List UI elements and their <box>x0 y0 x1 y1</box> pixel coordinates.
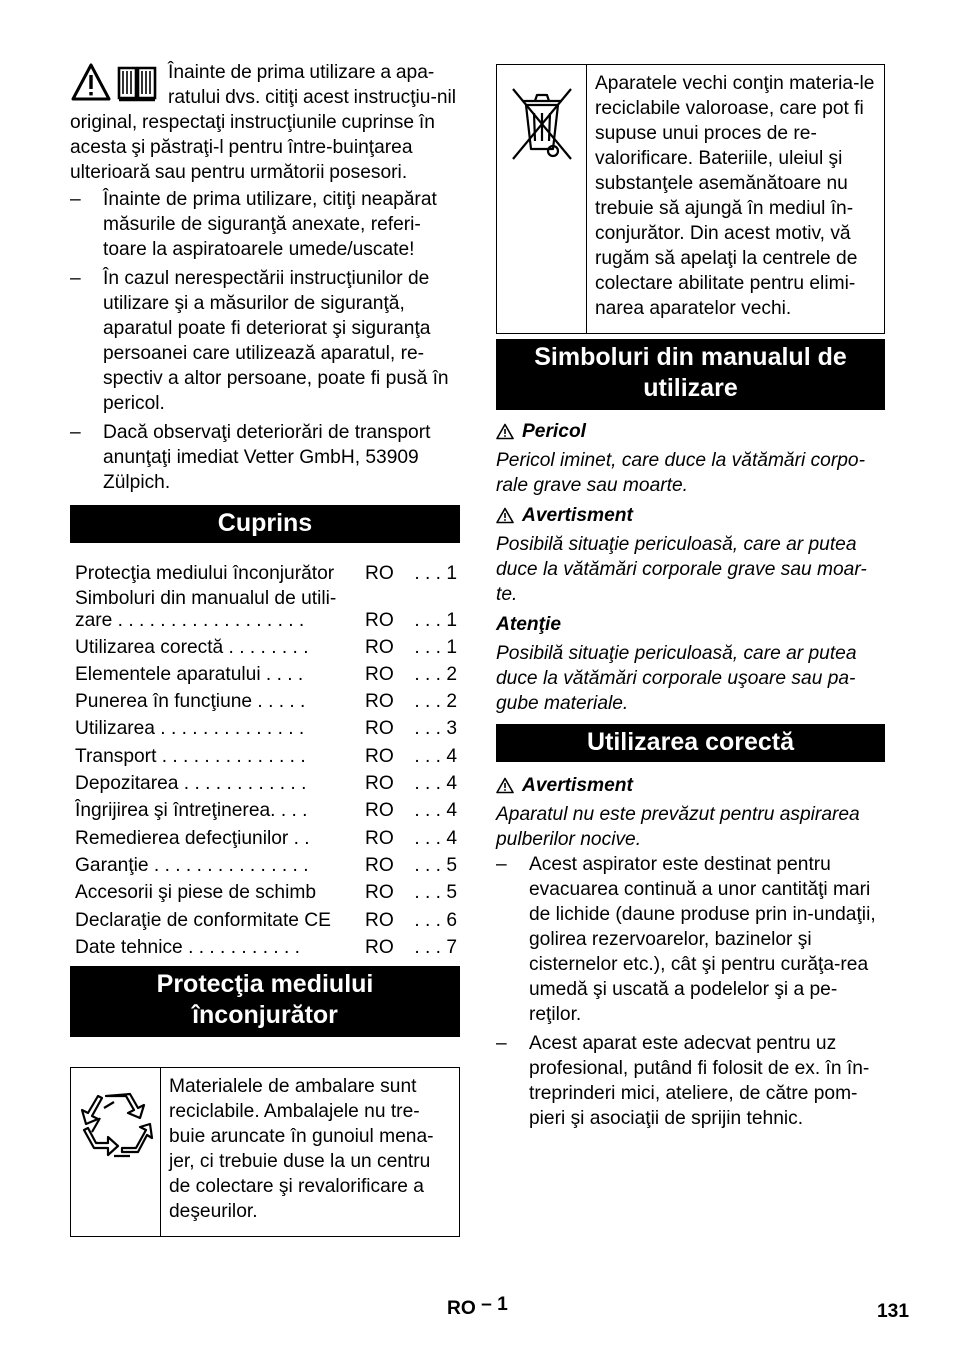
toc-lang: RO <box>365 718 394 740</box>
toc-title <box>75 588 365 632</box>
list-item-text: Dacă observaţi deteriorări de transport anunţaţi imediat Vetter GmbH, 53909 Zülpich. <box>103 422 431 493</box>
toc-lang: RO <box>365 610 394 632</box>
toc-row[interactable] <box>70 744 460 769</box>
toc-page: . . . 5 <box>414 882 457 904</box>
intro-paragraph <box>70 60 460 185</box>
list-item-text: Acest aspirator este destinat pentru evacuarea continuă a unor cantităţi mari de lichide (daune produse prin in-undaţii, golirea rezervoarelor, bazinelor şi cisternelor etc.), cât şi pentru curăţa-rea umedă şi uscată a podelelor şi a pe-reţilor. <box>529 854 876 1025</box>
toc-lang: RO <box>365 691 394 713</box>
dash-marker: – <box>496 1033 507 1054</box>
intro-text: Înainte de prima utilizare a apa-ratului dvs. citiţi acest instrucţiu-nil original, respectaţi instrucţiunile cuprinse în acesta şi păstraţi-l pentru între-buinţarea ulterioară sau pentru următorii posesori. <box>70 62 457 183</box>
dash-marker: – <box>70 422 81 443</box>
dash-marker: – <box>70 268 81 289</box>
disposal-icon-cell <box>497 65 587 333</box>
utilizarea-avertisment-title <box>496 773 885 798</box>
toc-title: Utilizarea corectă . . . . . . . . <box>75 636 309 658</box>
toc-title: Elementele aparatului . . . . <box>75 663 304 685</box>
toc-row[interactable] <box>70 880 460 905</box>
toc-page: . . . 4 <box>414 827 457 849</box>
toc-lang: RO <box>365 800 394 822</box>
list-item <box>70 420 460 495</box>
disposal-text: Aparatele vechi conţin materia-le reciclabile valoroase, care pot fi supuse unui proces de re-valorificare. Bateriile, uleiul şi substanţele asemănătoare nu trebuie să ajungă în mediul în-conjurător. Din acest motiv, vă rugăm să apelaţi la centrele de colectare abilitate pentru elimi-narea aparatelor vechi. <box>595 73 875 319</box>
toc-row[interactable] <box>70 588 460 632</box>
list-item <box>70 187 460 262</box>
toc-title-line2: zare . . . . . . . . . . . . . . . . . . <box>75 610 305 632</box>
utilizarea-list <box>496 852 885 1131</box>
toc-page: . . . 6 <box>414 909 457 931</box>
recycling-icon-cell <box>71 1068 161 1236</box>
list-item <box>496 1031 885 1131</box>
toc-row[interactable] <box>70 798 460 823</box>
left-column <box>70 60 460 1237</box>
footer-section-marker <box>447 1296 508 1321</box>
toc-page: . . . 7 <box>414 936 457 958</box>
atentie-text: Posibilă situaţie periculoasă, care ar putea duce la vătămări corporale uşoare sau pa-gube materiale. <box>496 643 857 714</box>
warning-triangle-icon <box>496 423 514 440</box>
list-item-text: În cazul nerespectării instrucţiunilor de utilizare şi a măsurilor de siguranţă, aparatul poate fi deteriorat şi siguranţa persoanei care utilizează aparatul, re-spectiv a altor persoane, poate fi pusă în pericol. <box>103 268 449 414</box>
toc-lang: RO <box>365 854 394 876</box>
heading-line: utilizare <box>643 374 738 402</box>
toc-page: . . . 3 <box>414 718 457 740</box>
intro-list <box>70 187 460 495</box>
toc-title: Accesorii şi piese de schimb <box>75 882 317 904</box>
toc-title: Utilizarea . . . . . . . . . . . . . . <box>75 718 305 740</box>
toc-row[interactable] <box>70 771 460 796</box>
toc-row[interactable] <box>70 935 460 960</box>
toc-row[interactable] <box>70 853 460 878</box>
list-item-text: Acest aparat este adecvat pentru uz profesional, putând fi folosit de ex. în în-treprinderi mici, ateliere, de către pom-pieri şi asociaţii de sprijin tehnic. <box>529 1033 870 1129</box>
toc-title: Punerea în funcţiune . . . . . <box>75 691 306 713</box>
toc-page: . . . 1 <box>414 636 457 658</box>
heading-line: Protecţia mediului <box>156 969 374 998</box>
utilizarea-heading: Utilizarea corectă <box>496 724 885 762</box>
warning-triangle-icon <box>496 507 514 524</box>
intro-icons <box>70 62 162 106</box>
atentie-label: Atenţie <box>496 614 562 635</box>
avertisment-label: Avertisment <box>522 505 633 526</box>
toc-lang: RO <box>365 882 394 904</box>
disposal-box <box>496 64 885 334</box>
pericol-text: Pericol iminet, care duce la vătămări corpo-rale grave sau moarte. <box>496 450 865 496</box>
recycling-text: Materialele de ambalare sunt reciclabile. Ambalajele nu tre-buie aruncate în gunoiul mena-jer, ci trebuie duse la un centru de colectare şi revalorificare a deşeurilor. <box>169 1075 434 1222</box>
warning-triangle-icon <box>70 62 112 102</box>
toc-page: . . . 5 <box>414 854 457 876</box>
toc-title: Protecţia mediului înconjurător <box>75 563 335 584</box>
pericol-label: Pericol <box>522 421 586 442</box>
toc-lang: RO <box>365 909 394 931</box>
toc-row[interactable] <box>70 689 460 714</box>
toc-lang: RO <box>365 745 394 767</box>
footer-section-page: – 1 <box>481 1294 508 1315</box>
recycling-box <box>70 1067 460 1237</box>
dash-marker: – <box>496 854 507 875</box>
cuprins-heading: Cuprins <box>70 505 460 543</box>
atentie-title <box>496 612 885 637</box>
toc-lang: RO <box>365 773 394 795</box>
toc-row[interactable] <box>70 561 460 586</box>
list-item-text: Înainte de prima utilizare, citiţi neapărat măsurile de siguranţă anexate, referi-toare la aspiratoarele umede/uscate! <box>103 189 437 260</box>
protectia-heading <box>70 966 460 1037</box>
toc-row[interactable] <box>70 635 460 660</box>
simboluri-heading <box>496 339 885 410</box>
avertisment-text: Posibilă situaţie periculoasă, care ar putea duce la vătămări corporale grave sau moar-te. <box>496 534 867 605</box>
toc-page: . . . 2 <box>414 691 457 713</box>
heading-line: Simboluri din manualul de <box>534 343 847 371</box>
toc-page: . . . 2 <box>414 663 457 685</box>
toc-page: . . . 1 <box>414 610 457 632</box>
toc-row[interactable] <box>70 908 460 933</box>
avertisment-label: Avertisment <box>522 775 633 796</box>
utilizarea-avertisment-text: Aparatul nu este prevăzut pentru aspirarea pulberilor nocive. <box>496 804 860 850</box>
toc-title: Îngrijirea şi întreţinerea. . . . <box>75 800 308 822</box>
warning-triangle-icon <box>496 777 514 794</box>
toc-title: Date tehnice . . . . . . . . . . . <box>75 936 301 958</box>
toc-title: Depozitarea . . . . . . . . . . . . <box>75 773 307 795</box>
toc-lang: RO <box>365 827 394 849</box>
heading-line: înconjurător <box>192 1000 338 1029</box>
list-item <box>496 852 885 1027</box>
toc-lang: RO <box>365 936 394 958</box>
dash-marker: – <box>70 189 81 210</box>
recycling-icon <box>78 1088 154 1164</box>
table-of-contents <box>70 561 460 960</box>
toc-title: Garanţie . . . . . . . . . . . . . . . <box>75 854 309 876</box>
toc-title: Declaraţie de conformitate CE <box>75 909 331 931</box>
open-manual-icon <box>116 62 158 102</box>
toc-page: . . . 4 <box>414 773 457 795</box>
pericol-title <box>496 419 885 444</box>
page-number: 131 <box>877 1301 910 1322</box>
footer-lang: RO <box>447 1298 476 1319</box>
toc-title: Transport . . . . . . . . . . . . . . <box>75 745 306 767</box>
toc-lang: RO <box>365 663 394 685</box>
toc-row[interactable] <box>70 826 460 851</box>
toc-lang: RO <box>365 563 394 584</box>
right-column <box>496 64 885 1131</box>
list-item <box>70 266 460 416</box>
toc-row[interactable] <box>70 716 460 741</box>
avertisment-title <box>496 503 885 528</box>
toc-page: . . . 4 <box>414 800 457 822</box>
toc-page: . . . 4 <box>414 745 457 767</box>
toc-page: . . . 1 <box>414 563 457 584</box>
toc-lang: RO <box>365 636 394 658</box>
crossed-out-bin-icon <box>509 83 575 163</box>
toc-row[interactable] <box>70 662 460 687</box>
toc-title-line1: Simboluri din manualul de utili- <box>75 588 337 610</box>
toc-title: Remedierea defecţiunilor . . <box>75 827 310 849</box>
